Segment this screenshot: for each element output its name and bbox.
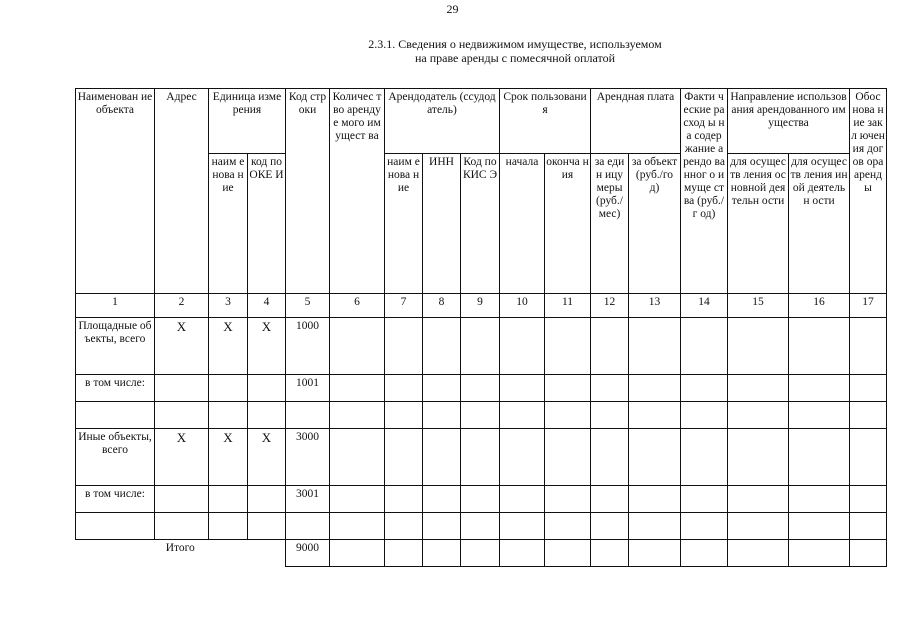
table-cell <box>330 486 385 513</box>
table-row-area-objects <box>76 318 887 375</box>
table-cell <box>629 402 681 429</box>
row-code: 3001 <box>286 486 330 513</box>
header-address: Адрес <box>155 89 209 294</box>
table-cell <box>591 540 629 567</box>
column-number: 15 <box>728 294 789 318</box>
row-name: в том числе: <box>76 375 155 402</box>
table-cell <box>385 486 423 513</box>
table-cell <box>330 513 385 540</box>
column-number: 13 <box>629 294 681 318</box>
table-cell <box>545 375 591 402</box>
section-title <box>0 37 905 65</box>
table-cell <box>681 513 728 540</box>
table-cell <box>789 540 850 567</box>
header-term-start: начала <box>500 154 545 294</box>
table-cell <box>629 486 681 513</box>
table-row-empty <box>76 513 887 540</box>
total-code: 9000 <box>286 540 330 567</box>
table-cell <box>248 375 286 402</box>
column-number: 1 <box>76 294 155 318</box>
table-cell <box>850 318 887 375</box>
table-cell <box>545 540 591 567</box>
table-cell <box>591 375 629 402</box>
table-cell <box>330 318 385 375</box>
table-cell <box>789 375 850 402</box>
x-mark: X <box>248 429 286 486</box>
header-rent-unit: за един ицу меры (руб./ мес) <box>591 154 629 294</box>
table-cell <box>209 402 248 429</box>
table-cell <box>385 375 423 402</box>
column-number: 11 <box>545 294 591 318</box>
table-cell <box>155 486 209 513</box>
table-cell <box>681 402 728 429</box>
section-title-line1: 2.3.1. Сведения о недвижимом имуществе, используемом <box>368 37 662 51</box>
table-cell <box>500 540 545 567</box>
header-direction: Направление использования арендованного имущества <box>728 89 850 154</box>
table-cell <box>461 429 500 486</box>
table-cell <box>500 429 545 486</box>
header-lessor-kiso: Код по КИС Э <box>461 154 500 294</box>
column-number-row <box>76 294 887 318</box>
header-row-1 <box>76 89 887 154</box>
row-name: в том числе: <box>76 486 155 513</box>
table-cell <box>423 429 461 486</box>
header-lessor: Арендодатель (ссудодатель) <box>385 89 500 154</box>
table-cell <box>850 375 887 402</box>
table-cell <box>681 486 728 513</box>
column-number: 10 <box>500 294 545 318</box>
row-code: 3000 <box>286 429 330 486</box>
table-cell <box>286 513 330 540</box>
header-lessor-name: наим енова ние <box>385 154 423 294</box>
table-cell <box>423 318 461 375</box>
column-number: 17 <box>850 294 887 318</box>
table-cell <box>209 486 248 513</box>
table-cell <box>385 513 423 540</box>
table-cell <box>591 513 629 540</box>
table-cell <box>728 540 789 567</box>
row-name: Иные объекты, всего <box>76 429 155 486</box>
header-rent-object: за объект (руб./го д) <box>629 154 681 294</box>
table-cell <box>681 375 728 402</box>
table-cell <box>591 402 629 429</box>
header-term: Срок пользования <box>500 89 591 154</box>
table-cell <box>850 486 887 513</box>
table-cell <box>850 513 887 540</box>
table-cell <box>728 486 789 513</box>
table-cell <box>76 402 155 429</box>
table-cell <box>330 429 385 486</box>
table-cell <box>330 540 385 567</box>
table-cell <box>385 318 423 375</box>
table-cell <box>461 375 500 402</box>
column-number: 5 <box>286 294 330 318</box>
row-name: Площадные объекты, всего <box>76 318 155 375</box>
column-number: 16 <box>789 294 850 318</box>
column-number: 7 <box>385 294 423 318</box>
header-term-end: оконча ния <box>545 154 591 294</box>
table-cell <box>330 402 385 429</box>
header-rent: Арендная плата <box>591 89 681 154</box>
row-code: 1001 <box>286 375 330 402</box>
table-row-other-objects <box>76 429 887 486</box>
table-cell <box>385 402 423 429</box>
table-cell <box>500 402 545 429</box>
table-cell <box>500 375 545 402</box>
table-cell <box>591 429 629 486</box>
table-cell <box>789 486 850 513</box>
table-cell <box>545 513 591 540</box>
table-cell <box>248 486 286 513</box>
table-cell <box>850 540 887 567</box>
column-number: 2 <box>155 294 209 318</box>
table-cell <box>629 540 681 567</box>
table-cell <box>423 513 461 540</box>
table-cell <box>629 513 681 540</box>
x-mark: X <box>155 429 209 486</box>
total-label: Итого <box>165 542 195 554</box>
table-cell <box>728 402 789 429</box>
table-cell <box>461 318 500 375</box>
header-unit-name: наим енова ние <box>209 154 248 294</box>
table-cell <box>850 402 887 429</box>
table-cell <box>629 429 681 486</box>
table-cell <box>728 318 789 375</box>
table-cell <box>728 375 789 402</box>
header-row-code: Код строки <box>286 89 330 294</box>
table-cell <box>385 540 423 567</box>
table-cell <box>591 486 629 513</box>
table-cell <box>423 540 461 567</box>
table-cell <box>545 429 591 486</box>
header-unit-code: код по ОКЕ И <box>248 154 286 294</box>
table-cell <box>423 375 461 402</box>
table-cell <box>681 429 728 486</box>
page-number: 29 <box>446 2 459 16</box>
table-cell <box>728 429 789 486</box>
table-cell <box>629 318 681 375</box>
header-justification: Обос нова ние закл ючен ия догов ора аренд ы <box>850 89 887 294</box>
x-mark: X <box>155 318 209 375</box>
table-cell <box>76 513 155 540</box>
table-cell <box>500 318 545 375</box>
table-cell <box>500 486 545 513</box>
header-direction-other: для осуществ ления иной деятельн ости <box>789 154 850 294</box>
table-cell <box>681 318 728 375</box>
table-cell <box>461 486 500 513</box>
table-cell <box>629 375 681 402</box>
table-cell <box>850 429 887 486</box>
table-cell <box>789 402 850 429</box>
rental-property-table <box>75 88 887 567</box>
table-cell <box>591 318 629 375</box>
column-number: 14 <box>681 294 728 318</box>
table-cell <box>461 402 500 429</box>
column-number: 12 <box>591 294 629 318</box>
header-lessor-inn: ИНН <box>423 154 461 294</box>
table-cell <box>155 513 209 540</box>
x-mark: X <box>209 318 248 375</box>
table-cell <box>789 429 850 486</box>
table-row-total <box>76 540 887 567</box>
table-cell <box>209 375 248 402</box>
table-cell <box>461 540 500 567</box>
header-name: Наименован ие объекта <box>76 89 155 294</box>
column-number: 6 <box>330 294 385 318</box>
table-cell <box>423 402 461 429</box>
table-cell <box>789 318 850 375</box>
section-title-line2: на праве аренды с помесячной оплатой <box>414 51 616 65</box>
table-row-other-including <box>76 486 887 513</box>
table-cell <box>385 429 423 486</box>
column-number: 9 <box>461 294 500 318</box>
header-unit: Единица измерения <box>209 89 286 154</box>
table-cell <box>330 375 385 402</box>
header-direction-main: для осуществ ления основной деятельн ости <box>728 154 789 294</box>
table-cell <box>545 318 591 375</box>
header-quantity: Количес тво арендуе мого имущест ва <box>330 89 385 294</box>
column-number: 3 <box>209 294 248 318</box>
table-cell <box>681 540 728 567</box>
table-cell <box>461 513 500 540</box>
table-cell <box>545 402 591 429</box>
column-number: 4 <box>248 294 286 318</box>
table-row-area-including <box>76 375 887 402</box>
table-cell <box>155 402 209 429</box>
table-cell <box>286 402 330 429</box>
table-cell <box>545 486 591 513</box>
header-actual-costs: Факти ческие расход ы на содер жание арендо ванног о имуще ства (руб./г од) <box>681 89 728 294</box>
column-number: 8 <box>423 294 461 318</box>
table-row-empty <box>76 402 887 429</box>
table-cell <box>209 513 248 540</box>
table-cell <box>500 513 545 540</box>
table-cell <box>423 486 461 513</box>
table-cell <box>248 513 286 540</box>
table-cell <box>789 513 850 540</box>
table-cell <box>728 513 789 540</box>
table-cell <box>248 402 286 429</box>
x-mark: X <box>209 429 248 486</box>
row-code: 1000 <box>286 318 330 375</box>
table-cell <box>155 375 209 402</box>
x-mark: X <box>248 318 286 375</box>
